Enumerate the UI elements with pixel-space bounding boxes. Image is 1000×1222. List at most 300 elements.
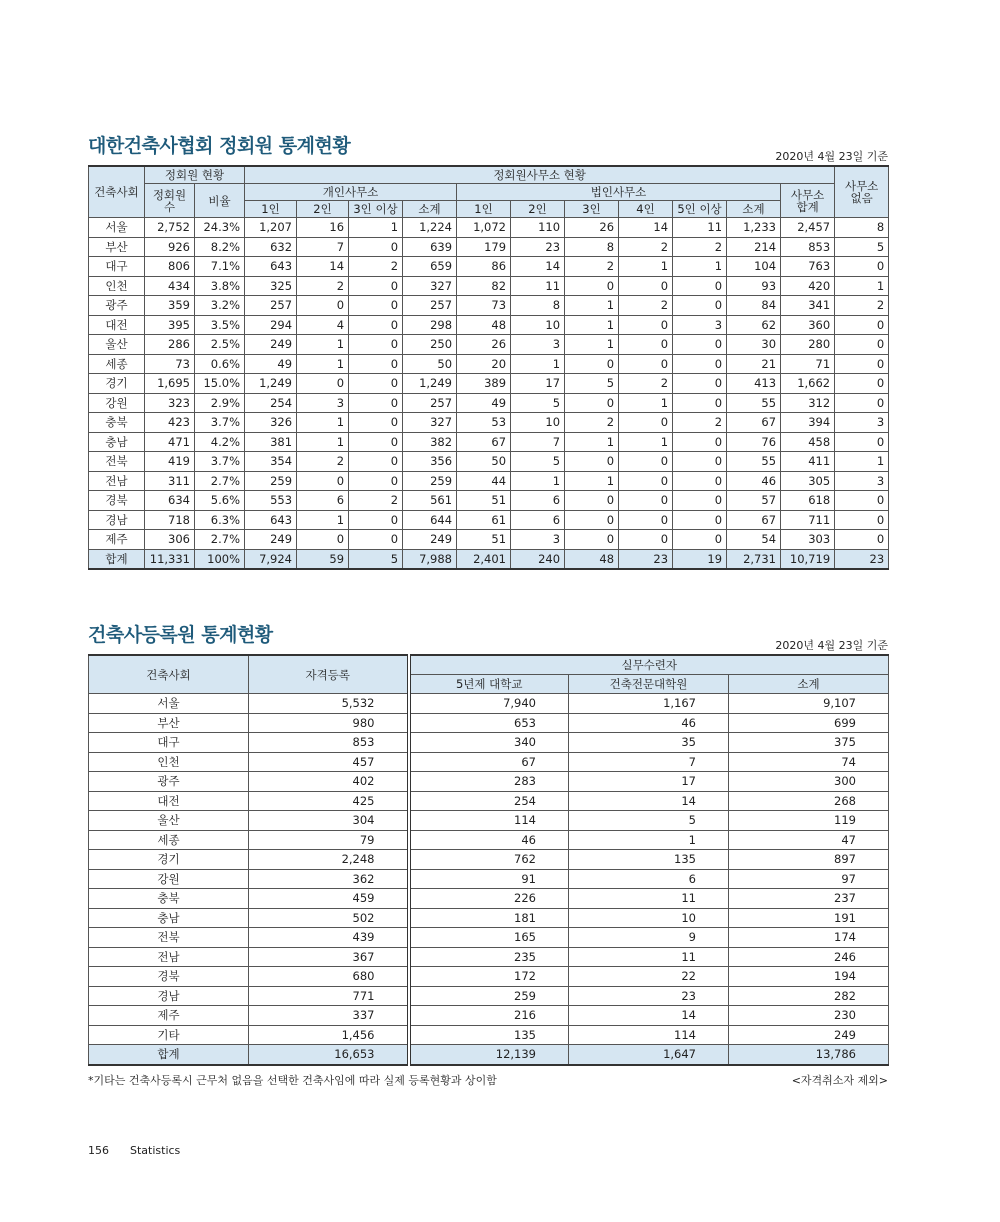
table-cell: 5 <box>511 393 565 413</box>
table-cell: 897 <box>729 850 889 870</box>
row-label: 경기 <box>89 850 249 870</box>
table-cell: 0 <box>349 374 403 394</box>
table-cell: 0 <box>835 510 889 530</box>
table-cell: 7.1% <box>195 257 245 277</box>
row-label: 충북 <box>89 889 249 909</box>
table-cell: 104 <box>727 257 781 277</box>
table-cell: 3 <box>511 530 565 550</box>
table-cell: 11 <box>673 218 727 238</box>
table-cell: 360 <box>781 315 835 335</box>
table-cell: 257 <box>403 296 457 316</box>
table-cell: 326 <box>245 413 297 433</box>
table-cell: 6 <box>297 491 349 511</box>
table-cell: 312 <box>781 393 835 413</box>
table-cell: 1 <box>297 335 349 355</box>
table-cell: 5 <box>569 811 729 831</box>
table-cell: 0 <box>349 393 403 413</box>
table-cell: 283 <box>409 772 569 792</box>
table-cell: 367 <box>249 947 409 967</box>
table-cell: 771 <box>249 986 409 1006</box>
table-row <box>89 413 889 433</box>
header-c4: 4인 <box>619 201 673 218</box>
table-cell: 980 <box>249 713 409 733</box>
table-cell: 61 <box>457 510 511 530</box>
table-row <box>89 1025 889 1045</box>
table-cell: 249 <box>729 1025 889 1045</box>
table-cell: 14 <box>619 218 673 238</box>
table-cell: 19 <box>673 549 727 569</box>
row-label: 제주 <box>89 530 145 550</box>
table-cell: 2 <box>297 452 349 472</box>
table-cell: 294 <box>245 315 297 335</box>
table-cell: 653 <box>409 713 569 733</box>
table-cell: 0 <box>619 491 673 511</box>
row-label: 광주 <box>89 772 249 792</box>
table-row <box>89 830 889 850</box>
row-label: 전남 <box>89 471 145 491</box>
row-label: 세종 <box>89 354 145 374</box>
table-cell: 305 <box>781 471 835 491</box>
table-cell: 235 <box>409 947 569 967</box>
table-row <box>89 315 889 335</box>
table-cell: 0 <box>619 315 673 335</box>
table-cell: 362 <box>249 869 409 889</box>
table-row <box>89 335 889 355</box>
table-cell: 23 <box>619 549 673 569</box>
table-cell: 459 <box>249 889 409 909</box>
table-cell: 16 <box>297 218 349 238</box>
table-cell: 0 <box>619 471 673 491</box>
table-row <box>89 354 889 374</box>
table-cell: 1 <box>619 257 673 277</box>
table-cell: 59 <box>297 549 349 569</box>
table-cell: 553 <box>245 491 297 511</box>
table-row <box>89 928 889 948</box>
registration-stats-table <box>88 654 889 1066</box>
table-cell: 249 <box>403 530 457 550</box>
table-cell: 411 <box>781 452 835 472</box>
table-cell: 76 <box>727 432 781 452</box>
table-cell: 47 <box>729 830 889 850</box>
table-cell: 0 <box>619 452 673 472</box>
table-cell: 14 <box>511 257 565 277</box>
table-row <box>89 811 889 831</box>
table-cell: 100% <box>195 549 245 569</box>
table-cell: 425 <box>249 791 409 811</box>
table-cell: 0 <box>619 335 673 355</box>
table-cell: 8 <box>835 218 889 238</box>
table-cell: 634 <box>145 491 195 511</box>
footnote: *기타는 건축사등록시 근무처 없음을 선택한 건축사임에 따라 실제 등록현황과 상이함 <box>88 1074 497 1087</box>
header-office-total: 사무소 합계 <box>781 184 835 218</box>
table-cell: 639 <box>403 237 457 257</box>
row-label: 경북 <box>89 967 249 987</box>
table-cell: 11 <box>569 889 729 909</box>
row-label: 서울 <box>89 694 249 714</box>
table-cell: 93 <box>727 276 781 296</box>
table-cell: 420 <box>781 276 835 296</box>
table-cell: 257 <box>245 296 297 316</box>
table-cell: 0 <box>835 393 889 413</box>
header-p2: 2인 <box>297 201 349 218</box>
member-stats-table <box>88 165 889 570</box>
page-number: 156 <box>88 1144 109 1157</box>
row-label: 경남 <box>89 986 249 1006</box>
header-society: 건축사회 <box>89 655 249 694</box>
table-cell: 1 <box>565 471 619 491</box>
table-cell: 282 <box>729 986 889 1006</box>
table-cell: 51 <box>457 530 511 550</box>
table-cell: 54 <box>727 530 781 550</box>
table-cell: 0 <box>835 335 889 355</box>
table-cell: 286 <box>145 335 195 355</box>
table-cell: 51 <box>457 491 511 511</box>
row-label: 울산 <box>89 335 145 355</box>
table1-date: 2020년 4월 23일 기준 <box>775 150 888 163</box>
row-label: 광주 <box>89 296 145 316</box>
table-cell: 618 <box>781 491 835 511</box>
table-cell: 10 <box>511 315 565 335</box>
table-cell: 502 <box>249 908 409 928</box>
table-cell: 23 <box>569 986 729 1006</box>
table-cell: 110 <box>511 218 565 238</box>
table-cell: 5 <box>349 549 403 569</box>
table-cell: 8 <box>511 296 565 316</box>
table-cell: 73 <box>145 354 195 374</box>
header-p3plus: 3인 이상 <box>349 201 403 218</box>
table-cell: 2,457 <box>781 218 835 238</box>
table-cell: 67 <box>727 510 781 530</box>
table-cell: 0 <box>349 510 403 530</box>
table-cell: 2 <box>835 296 889 316</box>
table-cell: 2,752 <box>145 218 195 238</box>
table-cell: 49 <box>457 393 511 413</box>
table-row <box>89 393 889 413</box>
table-row <box>89 510 889 530</box>
table-cell: 457 <box>249 752 409 772</box>
table-cell: 327 <box>403 276 457 296</box>
table-cell: 304 <box>249 811 409 831</box>
table-cell: 395 <box>145 315 195 335</box>
table-cell: 259 <box>245 471 297 491</box>
table-cell: 17 <box>569 772 729 792</box>
table-cell: 680 <box>249 967 409 987</box>
table-cell: 0 <box>349 471 403 491</box>
table-cell: 0 <box>673 393 727 413</box>
table-cell: 7 <box>297 237 349 257</box>
table-cell: 6 <box>511 510 565 530</box>
table-row <box>89 257 889 277</box>
table-cell: 5 <box>511 452 565 472</box>
table-row <box>89 530 889 550</box>
table-cell: 0 <box>835 530 889 550</box>
table-row <box>89 772 889 792</box>
table-row <box>89 713 889 733</box>
table-cell: 5,532 <box>249 694 409 714</box>
table-cell: 2 <box>297 276 349 296</box>
table-cell: 13,786 <box>729 1045 889 1065</box>
row-label: 인천 <box>89 752 249 772</box>
table-row <box>89 889 889 909</box>
table-row <box>89 986 889 1006</box>
table-cell: 10,719 <box>781 549 835 569</box>
table-cell: 0 <box>349 276 403 296</box>
table-cell: 15.0% <box>195 374 245 394</box>
header-p1: 1인 <box>245 201 297 218</box>
table-cell: 0 <box>565 452 619 472</box>
table-cell: 1 <box>297 413 349 433</box>
table-cell: 0 <box>349 237 403 257</box>
table-cell: 49 <box>245 354 297 374</box>
row-label: 전남 <box>89 947 249 967</box>
table-cell: 2 <box>619 296 673 316</box>
table-cell: 7 <box>511 432 565 452</box>
table-cell: 23 <box>835 549 889 569</box>
table-cell: 1 <box>565 296 619 316</box>
table-cell: 1,647 <box>569 1045 729 1065</box>
table-cell: 3.8% <box>195 276 245 296</box>
table-cell: 458 <box>781 432 835 452</box>
table-cell: 327 <box>403 413 457 433</box>
header-grad: 건축전문대학원 <box>569 675 729 694</box>
table-cell: 181 <box>409 908 569 928</box>
table-cell: 46 <box>727 471 781 491</box>
header-univ5: 5년제 대학교 <box>409 675 569 694</box>
table-cell: 7,940 <box>409 694 569 714</box>
table-cell: 0 <box>619 413 673 433</box>
table-cell: 26 <box>565 218 619 238</box>
header-no-office: 사무소 없음 <box>835 166 889 218</box>
table-cell: 0 <box>565 393 619 413</box>
table-cell: 6 <box>569 869 729 889</box>
row-label: 울산 <box>89 811 249 831</box>
table-row <box>89 471 889 491</box>
table-cell: 0 <box>349 432 403 452</box>
table-cell: 254 <box>245 393 297 413</box>
table-cell: 11,331 <box>145 549 195 569</box>
table-cell: 8.2% <box>195 237 245 257</box>
row-label: 기타 <box>89 1025 249 1045</box>
table-cell: 9 <box>569 928 729 948</box>
row-label: 대구 <box>89 257 145 277</box>
table-cell: 55 <box>727 452 781 472</box>
table-cell: 711 <box>781 510 835 530</box>
table-cell: 216 <box>409 1006 569 1026</box>
table-cell: 1,207 <box>245 218 297 238</box>
table-cell: 191 <box>729 908 889 928</box>
table-cell: 2 <box>565 257 619 277</box>
table-cell: 74 <box>729 752 889 772</box>
table-cell: 306 <box>145 530 195 550</box>
table-cell: 280 <box>781 335 835 355</box>
table-cell: 375 <box>729 733 889 753</box>
row-label: 충남 <box>89 908 249 928</box>
table-cell: 1 <box>619 432 673 452</box>
row-label: 대전 <box>89 315 145 335</box>
row-label: 경남 <box>89 510 145 530</box>
table-cell: 643 <box>245 510 297 530</box>
table-cell: 1,456 <box>249 1025 409 1045</box>
table-cell: 230 <box>729 1006 889 1026</box>
table-cell: 2.9% <box>195 393 245 413</box>
row-label: 제주 <box>89 1006 249 1026</box>
table-cell: 699 <box>729 713 889 733</box>
table-cell: 439 <box>249 928 409 948</box>
table-cell: 419 <box>145 452 195 472</box>
table-cell: 226 <box>409 889 569 909</box>
table-cell: 423 <box>145 413 195 433</box>
row-label: 전북 <box>89 452 145 472</box>
table-cell: 643 <box>245 257 297 277</box>
table-cell: 311 <box>145 471 195 491</box>
table-cell: 340 <box>409 733 569 753</box>
table-cell: 0 <box>297 530 349 550</box>
table-cell: 300 <box>729 772 889 792</box>
table-cell: 3 <box>297 393 349 413</box>
table-cell: 48 <box>565 549 619 569</box>
table-cell: 394 <box>781 413 835 433</box>
row-label: 합계 <box>89 1045 249 1065</box>
table-cell: 1,072 <box>457 218 511 238</box>
table-cell: 179 <box>457 237 511 257</box>
table-cell: 1 <box>565 335 619 355</box>
table-cell: 20 <box>457 354 511 374</box>
table-cell: 389 <box>457 374 511 394</box>
table-cell: 632 <box>245 237 297 257</box>
table-cell: 7 <box>569 752 729 772</box>
table-cell: 1 <box>297 354 349 374</box>
table-cell: 2 <box>619 374 673 394</box>
table-cell: 114 <box>409 811 569 831</box>
table-cell: 471 <box>145 432 195 452</box>
table-cell: 259 <box>409 986 569 1006</box>
table-cell: 356 <box>403 452 457 472</box>
table-cell: 2 <box>565 413 619 433</box>
table-cell: 0 <box>673 276 727 296</box>
table-cell: 3 <box>673 315 727 335</box>
table-cell: 48 <box>457 315 511 335</box>
table-row <box>89 947 889 967</box>
table-cell: 44 <box>457 471 511 491</box>
table-cell: 0 <box>673 491 727 511</box>
table-cell: 254 <box>409 791 569 811</box>
table1-title: 대한건축사협회 정회원 통계현황 <box>88 135 351 157</box>
table-cell: 644 <box>403 510 457 530</box>
table-cell: 237 <box>729 889 889 909</box>
row-label: 부산 <box>89 713 249 733</box>
header-c5plus: 5인 이상 <box>673 201 727 218</box>
table-cell: 325 <box>245 276 297 296</box>
table-cell: 926 <box>145 237 195 257</box>
header-members: 정회원수 <box>145 184 195 218</box>
table-cell: 0 <box>349 354 403 374</box>
table-row <box>89 694 889 714</box>
table-row <box>89 237 889 257</box>
table-cell: 4 <box>297 315 349 335</box>
table-cell: 2 <box>619 237 673 257</box>
table-cell: 194 <box>729 967 889 987</box>
table-cell: 0 <box>297 374 349 394</box>
table-cell: 1,249 <box>245 374 297 394</box>
table-cell: 1,224 <box>403 218 457 238</box>
table-cell: 26 <box>457 335 511 355</box>
table-cell: 12,139 <box>409 1045 569 1065</box>
row-label: 경북 <box>89 491 145 511</box>
row-label: 인천 <box>89 276 145 296</box>
table-cell: 8 <box>565 237 619 257</box>
table-cell: 46 <box>409 830 569 850</box>
table-cell: 114 <box>569 1025 729 1045</box>
table-cell: 3.2% <box>195 296 245 316</box>
table-cell: 0 <box>835 257 889 277</box>
table2-title: 건축사등록원 통계현황 <box>88 624 273 646</box>
table-cell: 11 <box>569 947 729 967</box>
table-row <box>89 1045 889 1065</box>
table-row <box>89 791 889 811</box>
table-cell: 402 <box>249 772 409 792</box>
row-label: 대전 <box>89 791 249 811</box>
table-cell: 0 <box>565 354 619 374</box>
table-cell: 257 <box>403 393 457 413</box>
table-cell: 16,653 <box>249 1045 409 1065</box>
row-label: 부산 <box>89 237 145 257</box>
table-row <box>89 374 889 394</box>
table-cell: 359 <box>145 296 195 316</box>
table-cell: 0 <box>619 354 673 374</box>
table-cell: 11 <box>511 276 565 296</box>
table-row <box>89 1006 889 1026</box>
table-cell: 250 <box>403 335 457 355</box>
table-cell: 246 <box>729 947 889 967</box>
table-cell: 14 <box>569 1006 729 1026</box>
table-cell: 1 <box>565 432 619 452</box>
table-cell: 3.7% <box>195 413 245 433</box>
table-cell: 2,731 <box>727 549 781 569</box>
table-row <box>89 850 889 870</box>
table-cell: 382 <box>403 432 457 452</box>
table-cell: 2,401 <box>457 549 511 569</box>
table-cell: 0 <box>349 413 403 433</box>
table-cell: 413 <box>727 374 781 394</box>
table-cell: 0 <box>349 315 403 335</box>
table-cell: 0 <box>349 452 403 472</box>
table-cell: 91 <box>409 869 569 889</box>
table-cell: 434 <box>145 276 195 296</box>
header-ratio: 비율 <box>195 184 245 218</box>
table-cell: 2 <box>349 491 403 511</box>
table-cell: 1 <box>569 830 729 850</box>
header-individual: 개인사무소 <box>245 184 457 201</box>
table-cell: 24.3% <box>195 218 245 238</box>
table-cell: 249 <box>245 530 297 550</box>
table-cell: 7,924 <box>245 549 297 569</box>
table-cell: 67 <box>457 432 511 452</box>
table-cell: 135 <box>569 850 729 870</box>
table-cell: 0.6% <box>195 354 245 374</box>
table-cell: 1,249 <box>403 374 457 394</box>
table-cell: 67 <box>409 752 569 772</box>
table-cell: 86 <box>457 257 511 277</box>
table-cell: 561 <box>403 491 457 511</box>
table-cell: 2 <box>673 237 727 257</box>
table-cell: 165 <box>409 928 569 948</box>
table-cell: 0 <box>673 510 727 530</box>
table-row <box>89 967 889 987</box>
table-cell: 1 <box>297 432 349 452</box>
table-cell: 1 <box>673 257 727 277</box>
row-label: 경기 <box>89 374 145 394</box>
table-cell: 0 <box>673 374 727 394</box>
